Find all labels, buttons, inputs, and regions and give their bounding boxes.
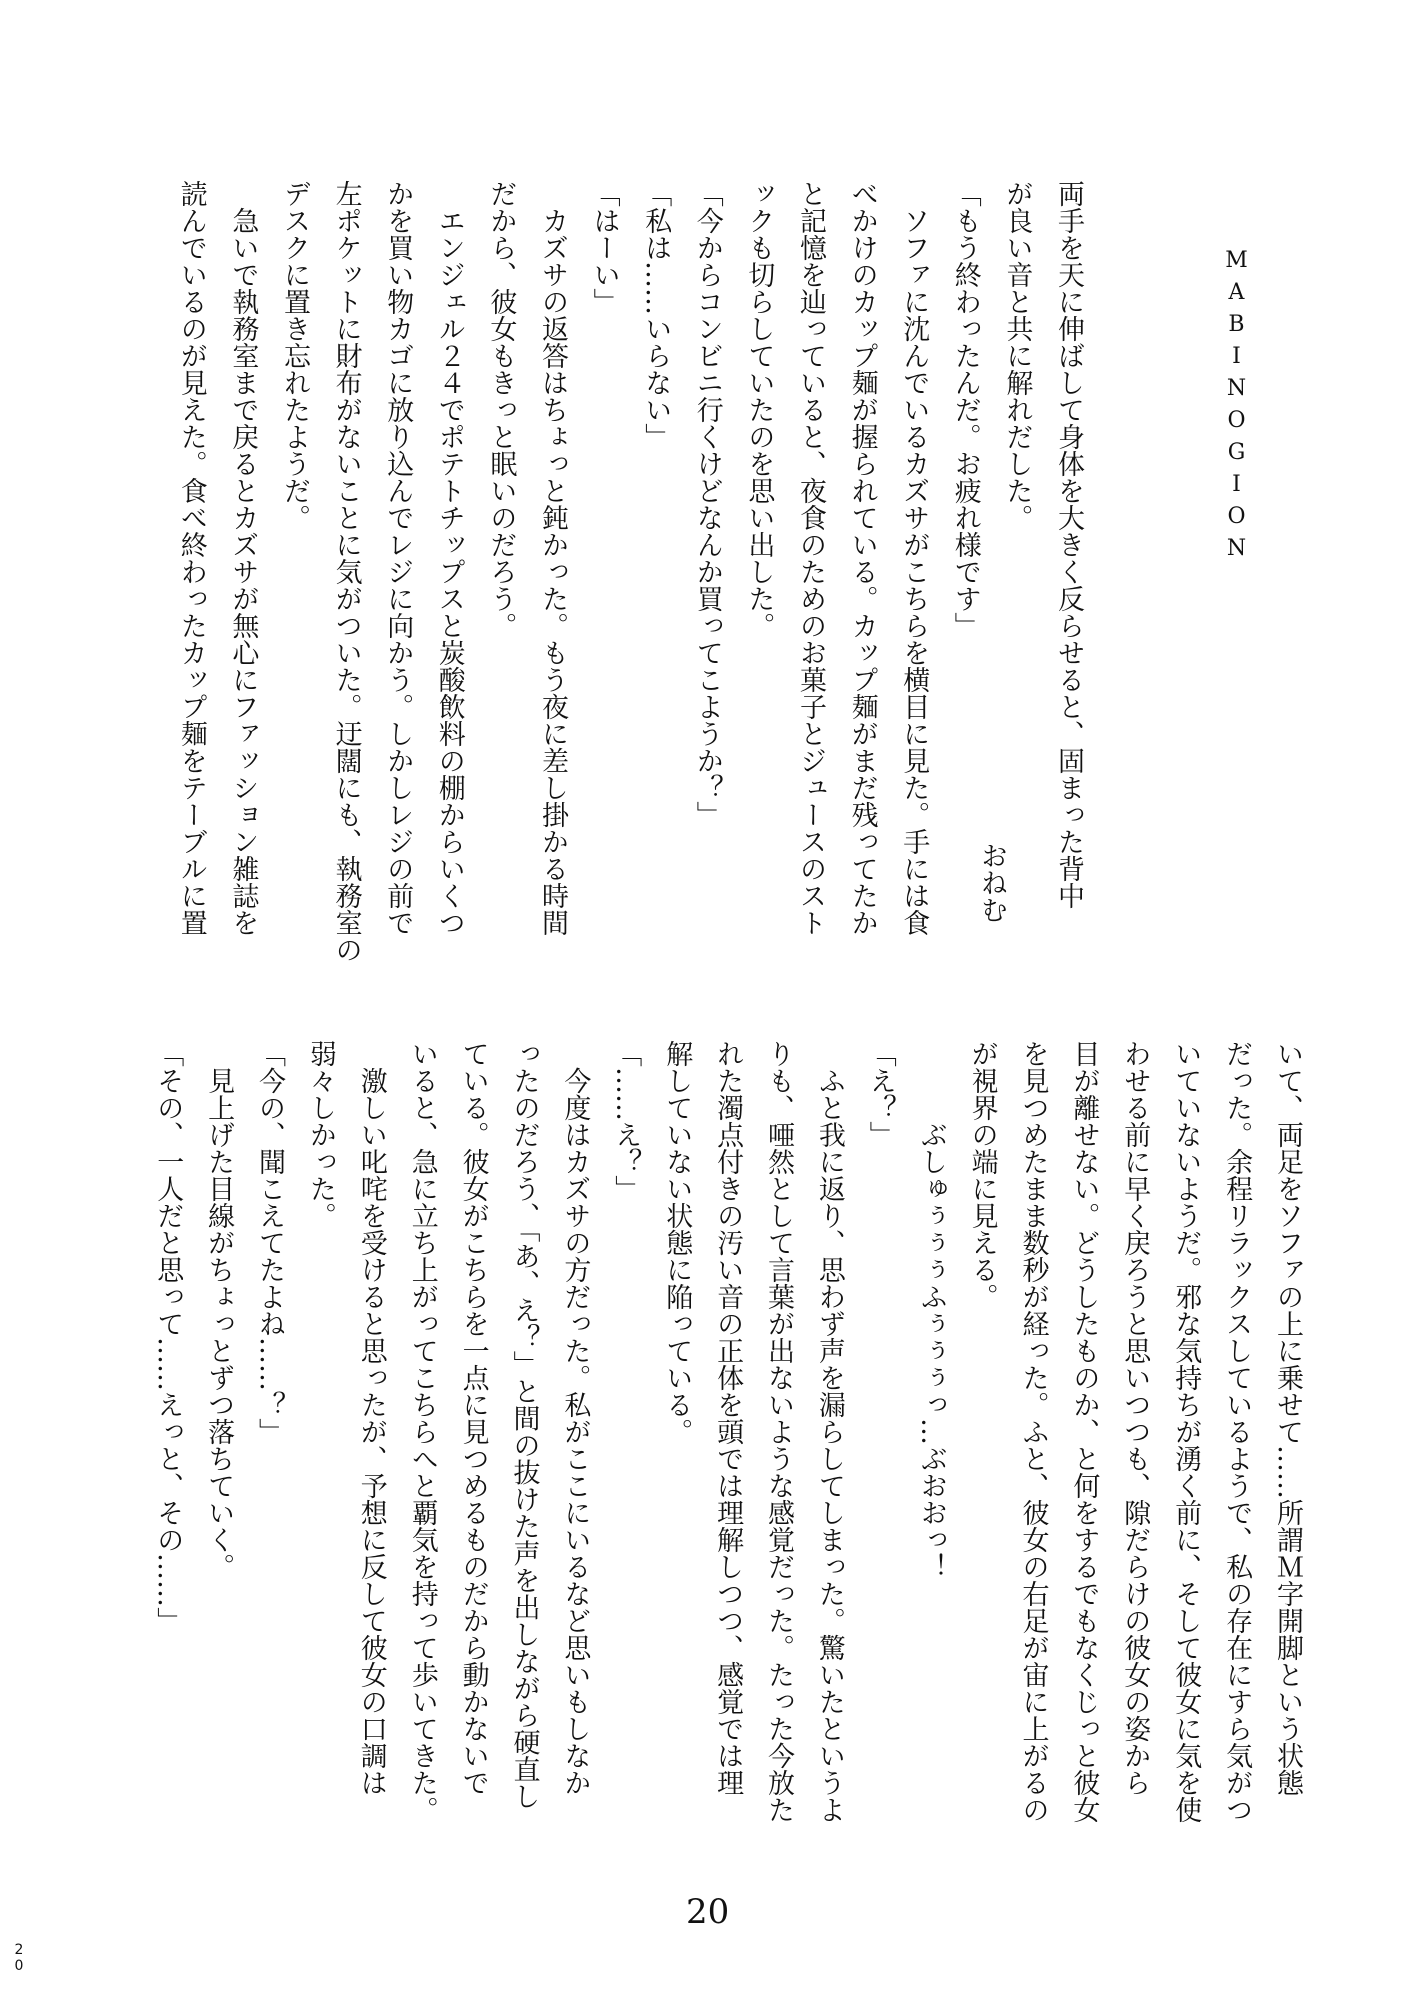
text-column: りも、唖然として言葉が出ないような感覚だった。たった今放た	[763, 1040, 794, 1823]
text-column: 「はーい」	[588, 180, 620, 315]
text-column: ている。彼女がこちらを一点に見つめるものだから動かないで	[457, 1040, 489, 1796]
text-column: 見上げた目線がちょっとずつ落ちていく。	[203, 1040, 235, 1580]
text-column: 解していない状態に陥っている。	[661, 1040, 693, 1445]
page-number: 20	[686, 1892, 730, 1932]
text-column: エンジェル２４でポテトチップスと炭酸飲料の棚からいくつ	[433, 180, 465, 936]
text-column: 「私は……いらない」	[640, 180, 672, 450]
text-column: わせる前に早く戻ろうと思いつつも、隙だらけの彼女の姿から	[1119, 1040, 1151, 1796]
text-column: 「その、一人だと思って……えっと、その……」	[152, 1040, 184, 1634]
text-column: 激しい叱咤を受けると思ったが、予想に反して彼女の口調は	[355, 1040, 387, 1796]
text-column: を見つめたまま数秒が経った。ふと、彼女の右足が宙に上がるの	[1017, 1040, 1049, 1823]
text-column: 今度はカズサの方だった。私がここにいるなど思いもしなか	[559, 1040, 591, 1796]
text-column: ったのだろう、「あ、え？」と間の抜けた声を出しながら硬直し	[508, 1040, 540, 1810]
text-column: 「もう終わったんだ。お疲れ様です」	[949, 180, 981, 639]
text-column: 「……え？」	[610, 1040, 642, 1202]
text-column: 「今からコンビニ行くけどなんか買ってこようか？」	[691, 180, 723, 828]
text-column: と記憶を辿っていると、夜食のためのお菓子とジュースのスト	[795, 180, 826, 936]
text-column: 弱々しかった。	[304, 1040, 336, 1229]
text-column: れた濁点付きの汚い音の正体を頭では理解しつつ、感覚では理	[712, 1040, 744, 1796]
text-column: デスクに置き忘れたようだ。	[279, 180, 310, 531]
text-column: いると、急に立ち上がってこちらへと覇気を持って歩いてきた。	[406, 1040, 438, 1823]
text-column: だった。余程リラックスしているようで、私の存在にすら気がつ	[1221, 1040, 1253, 1823]
author-name: おねむ	[976, 842, 1007, 923]
text-column: かを買い物カゴに放り込んでレジに向かう。しかしレジの前で	[382, 180, 414, 936]
text-column: いていないようだ。邪な気持ちが湧く前に、そして彼女に気を使	[1170, 1040, 1202, 1823]
text-column: が視界の端に見える。	[966, 1040, 998, 1310]
text-column: 「今の、聞こえてたよね……？」	[254, 1040, 285, 1445]
text-column: ックも切らしていたのを思い出した。	[743, 180, 775, 639]
text-column: が良い音と共に解れだした。	[1001, 180, 1033, 531]
text-column: カズサの返答はちょっと鈍かった。もう夜に差し掛かる時間	[537, 180, 568, 936]
text-column: 読んでいるのが見えた。食べ終わったカップ麺をテーブルに置	[175, 180, 207, 936]
text-column: ぶしゅぅぅぅふぅぅぅっ…ぶおおっ！	[915, 1040, 947, 1580]
text-column: 急いで執務室まで戻るとカズサが無心にファッション雑誌を	[227, 180, 259, 936]
text-column: ソファに沈んでいるカズサがこちらを横目に見た。手には食	[898, 180, 930, 936]
text-column: 「え？」	[864, 1040, 896, 1148]
text-column: 左ポケットに財布がないことに気がついた。迂闊にも、執務室の	[330, 180, 362, 963]
text-column: ふと我に返り、思わず声を漏らしてしまった。驚いたというよ	[813, 1040, 845, 1823]
story-title: MABINOGION	[1224, 248, 1249, 568]
text-column: だから、彼女もきっと眠いのだろう。	[485, 180, 517, 639]
text-column: べかけのカップ麺が握られている。カップ麺がまだ残ってたか	[846, 180, 878, 936]
text-column: いて、両足をソファの上に乗せて……所謂Ｍ字開脚という状態	[1272, 1040, 1303, 1796]
text-column: 目が離せない。どうしたものか、と何をするでもなくじっと彼女	[1068, 1040, 1100, 1823]
margin-page-number: 20	[11, 1942, 27, 1974]
text-column: 両手を天に伸ばして身体を大きく反らせると、固まった背中	[1053, 180, 1084, 909]
